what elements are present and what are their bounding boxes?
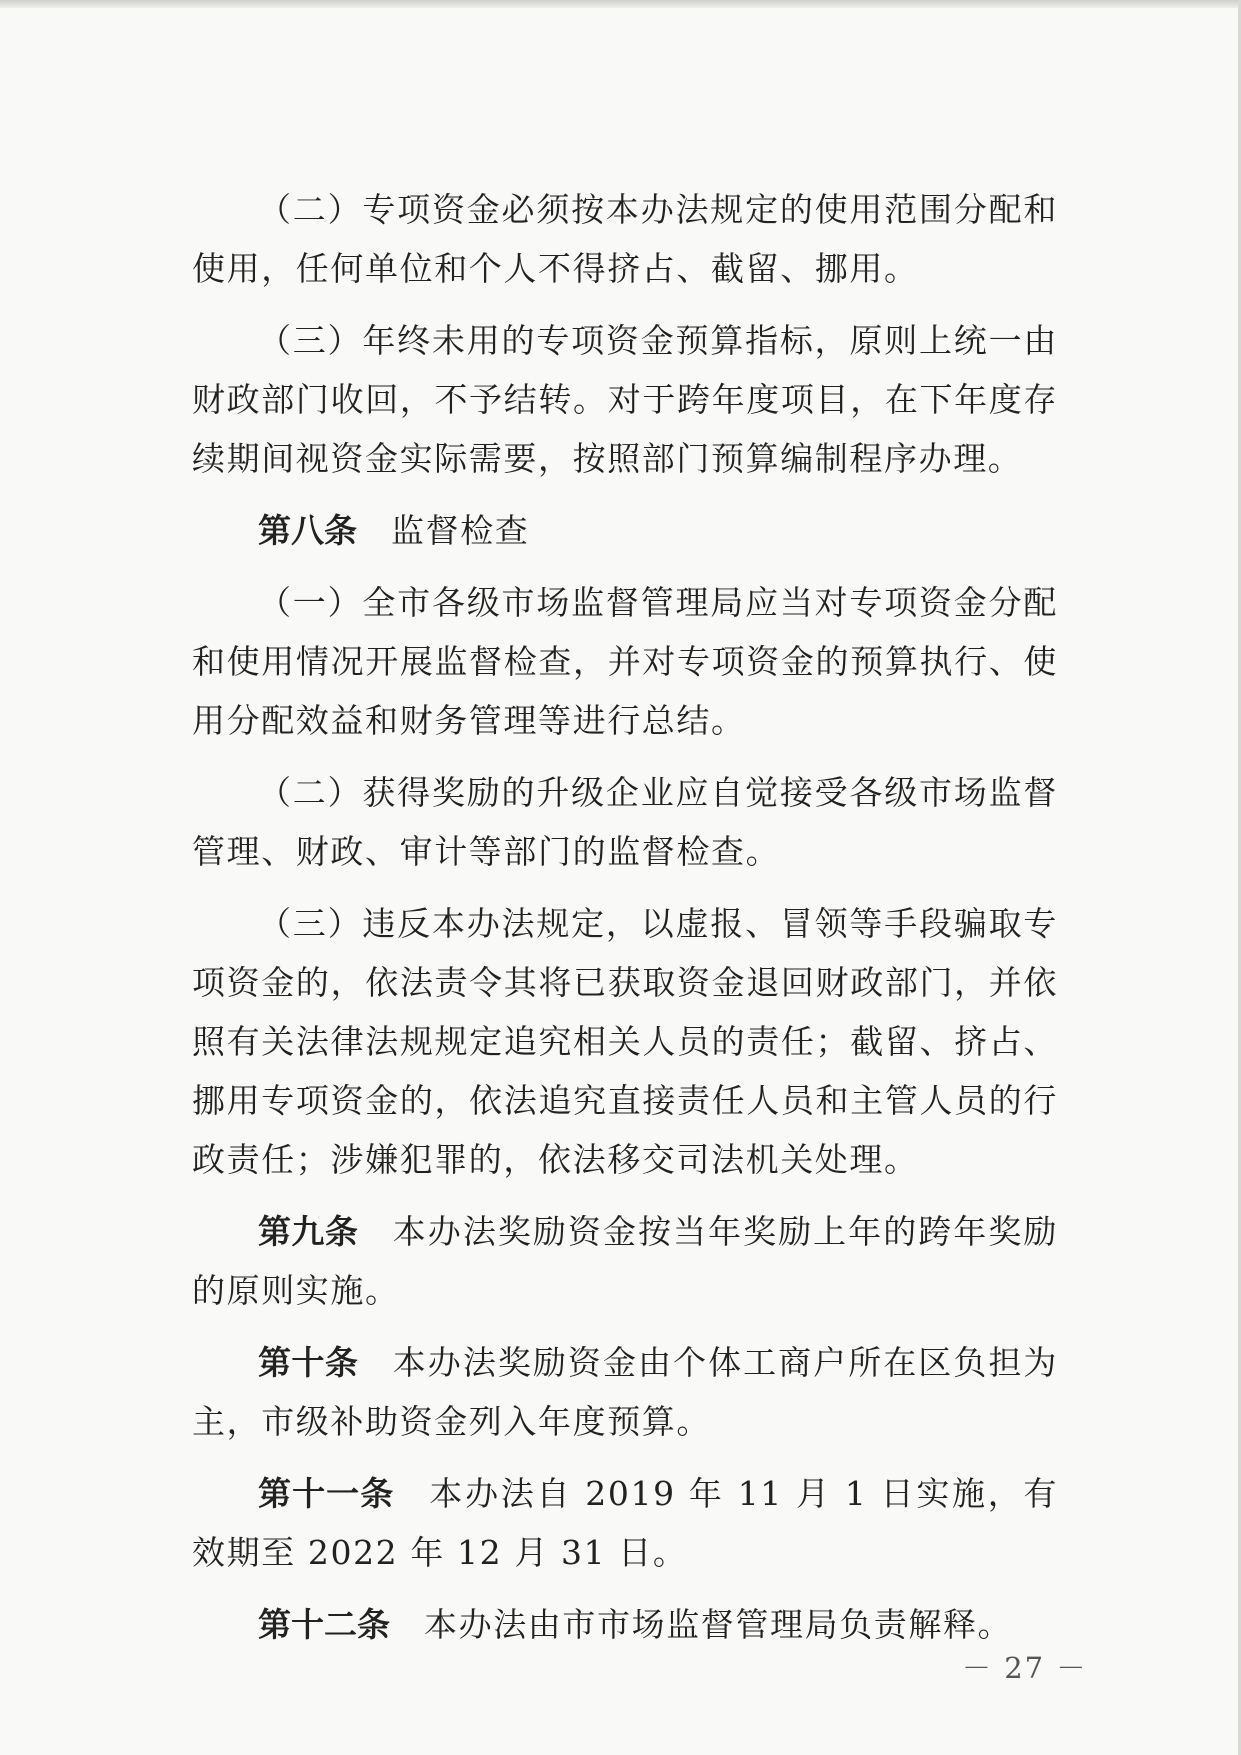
article-11: [192, 1464, 1058, 1582]
paragraph-text: （一）全市各级市场监督管理局应当对专项资金分配和使用情况开展监督检查，并对专项资金的预算执行、使用分配效益和财务管理等进行总结。: [192, 583, 1058, 740]
article-12: [192, 1595, 1058, 1654]
paragraph-text: （二）获得奖励的升级企业应自觉接受各级市场监督管理、财政、审计等部门的监督检查。: [192, 773, 1058, 871]
paragraph-2-3: [192, 311, 1058, 488]
paragraph-text: （三）违反本办法规定，以虚报、冒领等手段骗取专项资金的，依法责令其将已获取资金退回财政部门，并依照有关法律法规规定追究相关人员的责任；截留、挤占、挪用专项资金的，依法追究直接责任人员和主管人员的行政责任；涉嫌犯罪的，依法移交司法机关处理。: [192, 904, 1058, 1179]
paragraph-2-2: [192, 180, 1058, 298]
article-label: 第八条: [258, 511, 357, 550]
scan-edge-top: [0, 0, 1241, 8]
article-label: 第十二条: [258, 1605, 390, 1644]
article-label: 第九条: [258, 1212, 359, 1251]
paragraph-8-2: [192, 763, 1058, 881]
article-10: [192, 1333, 1058, 1451]
article-label: 第十一条: [258, 1474, 395, 1513]
article-9: [192, 1202, 1058, 1320]
paragraph-text: （二）专项资金必须按本办法规定的使用范围分配和使用，任何单位和个人不得挤占、截留、挪用。: [192, 190, 1058, 288]
article-text: 本办法自 2019 年 11 月 1 日实施，有效期至 2022 年 12 月 31 日。: [192, 1474, 1059, 1572]
paragraph-text: （三）年终未用的专项资金预算指标，原则上统一由财政部门收回，不予结转。对于跨年度项目，在下年度存续期间视资金实际需要，按照部门预算编制程序办理。: [192, 321, 1058, 478]
article-8-heading: [192, 501, 1058, 560]
article-title: 监督检查: [391, 511, 530, 550]
paragraph-8-3: [192, 894, 1058, 1189]
article-text: 本办法奖励资金由个体工商户所在区负担为主，市级补助资金列入年度预算。: [192, 1343, 1058, 1441]
document-body: [192, 180, 1058, 1654]
paragraph-8-1: [192, 573, 1058, 750]
page-number: － 27 －: [962, 1651, 1088, 1685]
article-text: 本办法由市市场监督管理局负责解释。: [424, 1605, 1013, 1644]
article-label: 第十条: [258, 1343, 359, 1382]
article-text: 本办法奖励资金按当年奖励上年的跨年奖励的原则实施。: [192, 1212, 1058, 1310]
